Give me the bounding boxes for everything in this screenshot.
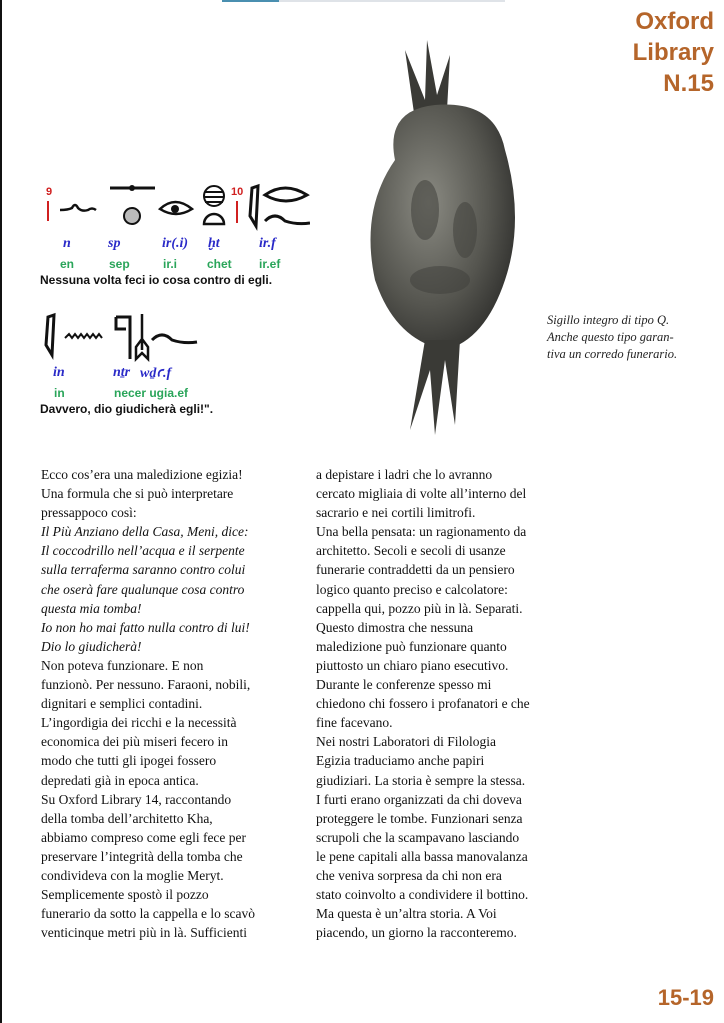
text-line: questa mia tomba! (41, 600, 142, 616)
text-line: che oserà fare qualunque cosa contro (41, 581, 245, 597)
caption-line: Sigillo integro di tipo Q. (547, 313, 670, 327)
text-line: maledizione può funzionare quanto (316, 638, 507, 654)
pronunciation: necer ugia.ef (114, 386, 189, 400)
article-column-right (316, 465, 530, 942)
pronunciation: ir.ef (259, 257, 281, 271)
text-line: Egizia traduciamo anche papiri (316, 753, 485, 769)
text-line: della tomba dell’architetto Kha, (41, 810, 213, 826)
translation: Davvero, dio giudicherà egli!". (40, 402, 214, 416)
text-line: funzionò. Per nessuno. Faraoni, nobili, (41, 677, 251, 693)
text-line: logico quanto preciso e calcolatore: (316, 581, 508, 597)
text-line: Il coccodrillo nell’acqua e il serpente (41, 543, 245, 559)
text-line: che veniva sorpresa da chi non era (316, 867, 502, 883)
image-caption (547, 312, 677, 363)
text-line: piacendo, un giorno la racconteremo. (316, 925, 517, 941)
caption-line: Anche questo tipo garan- (547, 330, 674, 344)
pronunciation: sep (109, 257, 130, 271)
text-line: I furti erano organizzati da chi doveva (316, 791, 522, 807)
hieroglyphs-line-1 (40, 183, 310, 233)
magazine-title (633, 6, 714, 99)
text-line: dignitari e semplici contadini. (41, 696, 203, 712)
transliteration: ḫt (208, 236, 220, 251)
text-line: Durante le conferenze spesso mi (316, 677, 492, 693)
text-line: Su Oxford Library 14, raccontando (41, 791, 232, 807)
text-line: le pene capitali alla bassa manovalanza (316, 848, 528, 864)
issue-number: N.15 (663, 70, 714, 97)
transliteration: wḏꜥ.f (140, 366, 172, 381)
pronunciation: ir.i (163, 257, 178, 271)
text-line: Dio lo giudicherà! (41, 638, 142, 654)
text-line: condivideva con la moglie Meryt. (41, 867, 224, 883)
text-line: Una formula che si può interpretare (41, 486, 234, 502)
text-line: piuttosto un chiaro piano esecutivo. (316, 657, 509, 673)
text-line: architetto. Secoli e secoli di usanze (316, 543, 506, 559)
page-left-border (0, 0, 2, 1023)
translation: Nessuna volta feci io cosa contro di egli. (40, 273, 273, 287)
text-line: Nei nostri Laboratori di Filologia (316, 734, 496, 750)
text-line: Il Più Anziano della Casa, Meni, dice: (41, 524, 249, 540)
text-line: economica dei più miseri fecero in (41, 734, 229, 750)
text-line: proteggere le tombe. Funzionari senza (316, 810, 523, 826)
text-line: Io non ho mai fatto nulla contro di lui! (41, 619, 250, 635)
title-line: Oxford (635, 8, 714, 35)
text-line: Semplicemente spostò il pozzo (41, 887, 209, 903)
text-line: modo che tutti gli ipogei fossero (41, 753, 217, 769)
text-line: Questo dimostra che nessuna (316, 619, 474, 635)
pronunciation: chet (207, 257, 232, 271)
article-column-left (41, 465, 255, 942)
text-line: chiedono chi fossero i profanatori e che (316, 696, 530, 712)
seal-photo (355, 40, 535, 440)
title-line: Library (632, 39, 714, 66)
text-line: Non poteva funzionare. E non (41, 657, 204, 673)
page-number: 15-19 (657, 985, 714, 1010)
transliteration: n (63, 236, 71, 251)
pronunciation: en (60, 257, 75, 271)
transliteration: ir.f (259, 236, 276, 251)
text-line: Una bella pensata: un ragionamento da (316, 524, 527, 540)
text-line: stato coinvolto a condividere il bottino. (316, 887, 529, 903)
text-line: depredati già in epoca antica. (41, 772, 199, 788)
text-line: abbiamo compreso come egli fece per (41, 829, 247, 845)
text-line: Ecco cos’era una maledizione egizia! (41, 467, 243, 482)
text-line: scrupoli che la scampavano lasciando (316, 829, 520, 845)
text-line: Ma questa è un’altra storia. A Voi (316, 906, 497, 922)
transliteration: sp (108, 236, 121, 251)
text-line: cercato migliaia di volte all’interno del (316, 486, 527, 502)
caption-line: tiva un corredo funerario. (547, 347, 678, 361)
text-line: funerario da sotto la cappella e lo scavò (41, 906, 256, 922)
text-line: pressappoco così: (41, 505, 137, 521)
text-line: sacrario e nei cortili limitrofi. (316, 505, 476, 521)
hieroglyphs-line-2 (40, 312, 220, 362)
transliteration: nṯr (113, 365, 131, 380)
text-line: giudiziari. La storia è sempre la stessa. (316, 772, 526, 788)
line-marker: 9 (46, 186, 53, 198)
text-line: fine facevano. (316, 715, 393, 731)
transliteration: ir(.i) (162, 236, 189, 251)
text-line: a depistare i ladri che lo avranno (316, 467, 493, 482)
text-line: venticinque metri più in là. Sufficienti (41, 925, 247, 941)
text-line: funerarie contraddetti da un pensiero (316, 562, 515, 578)
text-line: preservare l’integrità della tomba che (41, 848, 243, 864)
text-line: sulla terraferma saranno contro colui (41, 562, 246, 578)
loading-progress-bar (222, 0, 505, 2)
pronunciation: in (54, 386, 65, 400)
transliteration: in (53, 365, 65, 380)
line-marker: 10 (231, 186, 244, 198)
text-line: cappella qui, pozzo più in là. Separati. (316, 600, 523, 616)
text-line: L’ingordigia dei ricchi e la necessità (41, 715, 237, 731)
